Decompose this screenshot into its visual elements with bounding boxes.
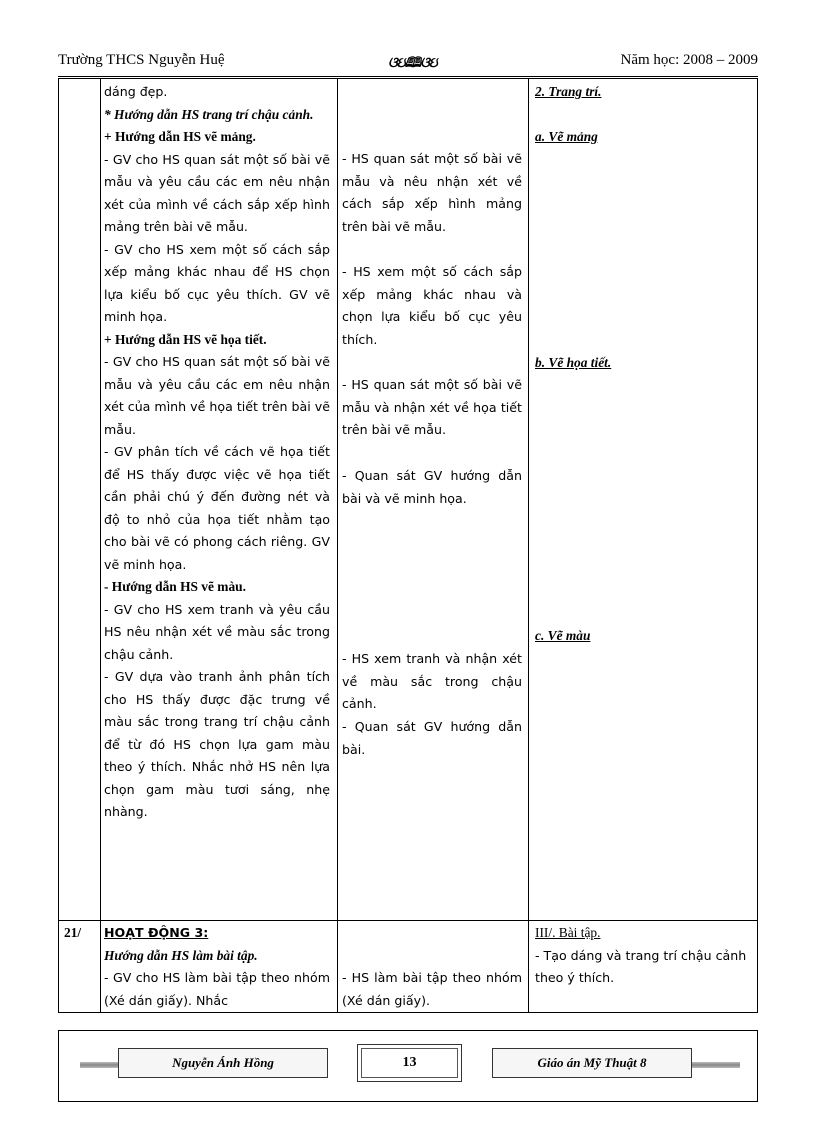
col-line-2 bbox=[337, 78, 338, 1012]
table-top-border bbox=[58, 76, 758, 77]
col-line-3 bbox=[528, 78, 529, 1012]
teacher-line: dáng đẹp. bbox=[104, 84, 168, 99]
row-divider bbox=[58, 920, 758, 921]
section-draw-shapes: a. Vẽ mảng bbox=[535, 129, 598, 144]
student-activity-4: - Quan sát GV hướng dẫn bài và vẽ minh họa. bbox=[342, 468, 522, 506]
teacher-line: - GV cho HS quan sát một số bài vẽ mẫu và yêu cầu các em nêu nhận xét của mình về họa tiết trên bài vẽ mẫu. bbox=[104, 354, 330, 437]
student-activity-1: - HS quan sát một số bài vẽ mẫu và nêu nhận xét về cách sắp xếp hình mảng trên bài vẽ mẫu. bbox=[342, 151, 522, 234]
table-bottom-border bbox=[58, 1012, 758, 1013]
page-header bbox=[58, 50, 758, 72]
exercise-title: III/. Bài tập. bbox=[535, 925, 601, 940]
student-activity-2: - HS xem một số cách sắp xếp mảng khác nhau và chọn lựa kiểu bố cục yêu thích. bbox=[342, 264, 522, 347]
teacher-subheading: - Hướng dẫn HS vẽ màu. bbox=[104, 579, 246, 594]
activity-heading: HOẠT ĐỘNG 3: bbox=[104, 925, 209, 940]
content-row2 bbox=[535, 922, 753, 990]
section-coloring: c. Vẽ màu bbox=[535, 628, 591, 643]
teacher-line: - GV phân tích về cách vẽ họa tiết để HS thấy được việc vẽ họa tiết cần phải chú ý đến đường nét và độ to nhỏ của họa tiết nhằm tạo cho bài vẽ có phong cách riêng. GV vẽ minh họa. bbox=[104, 444, 330, 572]
teacher-line: - GV cho HS quan sát một số bài vẽ mẫu và yêu cầu các em nêu nhận xét của mình về cách sắp xếp hình mảng trên bài vẽ mẫu. bbox=[104, 151, 330, 234]
col-line-0 bbox=[58, 78, 59, 1012]
teacher-subheading: + Hướng dẫn HS vẽ họa tiết. bbox=[104, 331, 267, 347]
school-name: Trường THCS Nguyễn Huệ bbox=[58, 52, 225, 68]
footer-subject: Giáo án Mỹ Thuật 8 bbox=[492, 1048, 692, 1078]
teacher-activities-row2 bbox=[104, 922, 330, 1012]
teacher-line: - GV cho HS xem một số cách sắp xếp mảng khác nhau để HS chọn lựa kiểu bố cục yêu thích. GV vẽ minh họa. bbox=[104, 241, 330, 324]
teacher-line: - GV dựa vào tranh ảnh phân tích cho HS thấy được đặc trưng về màu sắc trong trang trí chậu cảnh để từ đó HS chọn lựa gam màu theo ý thích. Nhắc nhở HS nên lựa chọn gam màu tươi sáng, nhẹ nhàng. bbox=[104, 669, 330, 819]
teacher-heading: * Hướng dẫn HS trang trí chậu cảnh. bbox=[104, 106, 314, 122]
col-line-1 bbox=[100, 78, 101, 1012]
teacher-line: - GV cho HS làm bài tập theo nhóm (Xé dán giấy). Nhắc bbox=[104, 970, 330, 1008]
header-double-line bbox=[58, 78, 758, 79]
student-activity-3: - HS quan sát một số bài vẽ mẫu và nhận xét về họa tiết trên bài vẽ mẫu. bbox=[342, 377, 522, 437]
header-ornament: ଓઇ🕮ଓઇ bbox=[388, 56, 437, 71]
footer-author: Nguyễn Ánh Hồng bbox=[118, 1048, 328, 1078]
page-number: 13 bbox=[357, 1044, 462, 1082]
section-draw-patterns: b. Vẽ họa tiết. bbox=[535, 355, 612, 370]
activity-subheading: Hướng dẫn HS làm bài tập. bbox=[104, 947, 258, 963]
time-cell: 21/ bbox=[64, 925, 82, 940]
section-decoration-title: 2. Trang trí. bbox=[535, 84, 602, 99]
teacher-subheading: + Hướng dẫn HS vẽ mảng. bbox=[104, 129, 256, 144]
student-activity-5: - HS xem tranh và nhận xét về màu sắc trong chậu cảnh. bbox=[342, 651, 522, 711]
col-line-4 bbox=[757, 78, 758, 1012]
exercise-desc: - Tạo dáng và trang trí chậu cảnh theo ý thích. bbox=[535, 947, 747, 985]
teacher-activities-row1 bbox=[104, 81, 330, 824]
school-year: Năm học: 2008 – 2009 bbox=[620, 52, 758, 68]
student-activity-6: - Quan sát GV hướng dẫn bài. bbox=[342, 719, 522, 757]
teacher-line: - GV cho HS xem tranh và yêu cầu HS nêu nhận xét về màu sắc trong chậu cảnh. bbox=[104, 601, 330, 662]
student-activity-row2: - HS làm bài tập theo nhóm (Xé dán giấy). bbox=[342, 970, 522, 1008]
